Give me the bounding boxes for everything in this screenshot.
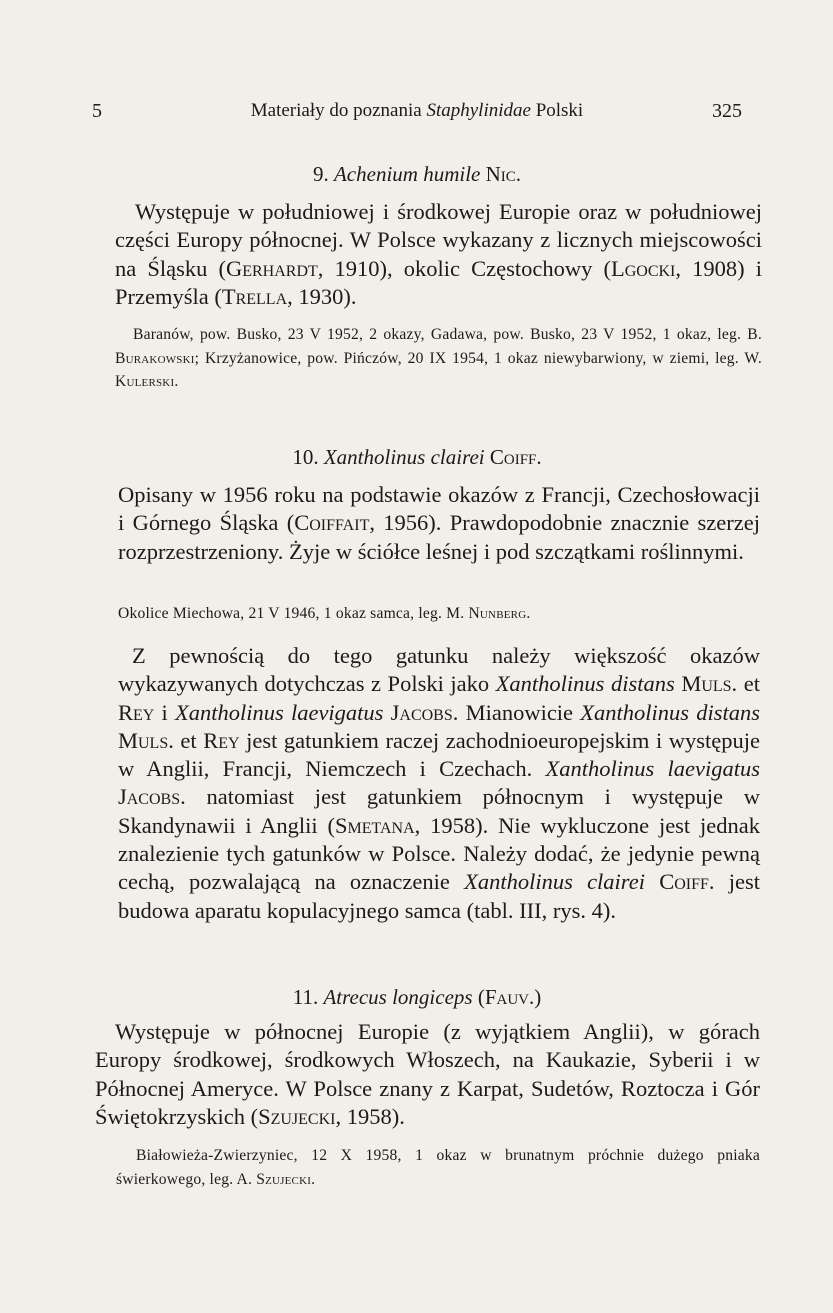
text-run: et bbox=[173, 727, 204, 753]
running-title: Materiały do poznania Staphylinidae Polski bbox=[250, 100, 584, 121]
author-name: Szujecki bbox=[258, 1103, 336, 1129]
species-heading-9: 9. Achenium humile Nic. bbox=[312, 162, 522, 186]
species-11-text bbox=[95, 1018, 760, 1131]
species-heading-10: 10. Xantholinus clairei Coiff. bbox=[292, 445, 542, 469]
text-run: i bbox=[154, 699, 175, 725]
text-run: , 1908) i Przemyśla ( bbox=[115, 255, 762, 309]
text-run: Okolice Miechowa, 21 V 1946, 1 okaz samca, leg. M. bbox=[118, 605, 469, 622]
author-name: Gerhardt bbox=[225, 255, 318, 281]
text-run: Opisany w 1956 roku na podstawie okazów z Francji, Czechosłowacji i Górnego Śląska ( bbox=[118, 482, 760, 536]
text-run bbox=[645, 869, 659, 894]
species-10-records bbox=[118, 602, 760, 626]
author-name: Coiff. bbox=[659, 869, 715, 895]
author-name: Rey bbox=[203, 727, 240, 753]
author-name: Nunberg bbox=[468, 605, 527, 622]
text-run: , 1958). bbox=[335, 1103, 405, 1129]
text-run: et bbox=[737, 671, 760, 697]
author-name: Rey bbox=[118, 699, 155, 725]
text-run bbox=[383, 700, 390, 725]
text-run: natomiast jest gatunkiem północnym i występuje w Skandynawii i Anglii ( bbox=[118, 784, 760, 838]
author-name: Kulerski bbox=[115, 373, 175, 390]
text-run: ; Krzyżanowice, pow. Pińczów, 20 IX 1954, 1 okaz niewybarwiony, w ziemi, leg. W. bbox=[194, 349, 762, 367]
author-name: Lgocki bbox=[610, 255, 676, 281]
author-name: Jacobs. bbox=[118, 784, 186, 810]
running-header bbox=[92, 100, 742, 130]
text-run: , 1930). bbox=[287, 283, 357, 309]
italic-taxon: Xantholinus distans bbox=[495, 671, 675, 697]
text-run: Występuje w północnej Europie (z wyjątkiem Anglii), w górach Europy środkowej, środkowych Włoszech, na Kaukazie, Syberii i w Północnej Ameryce. W Polsce znany z Karpat, Sudetów, Roztocza i Gór Świętokrzyskich ( bbox=[95, 1019, 760, 1129]
author-name: Trella bbox=[221, 283, 288, 309]
text-run: . bbox=[311, 1170, 316, 1188]
text-run: , 1958). Nie wykluczone jest jednak znalezienie tych gatunków w Polsce. Należy dodać, że jedynie pewną cechą, pozwalającą na oznaczenie bbox=[118, 812, 760, 895]
author-name: Coiffait bbox=[294, 510, 370, 536]
author-name: Smetana bbox=[335, 812, 415, 838]
text-run: Białowieża-Zwierzyniec, 12 X 1958, 1 okaz w brunatnym próchnie dużego pniaka świerkowego, leg. A. bbox=[116, 1147, 760, 1188]
text-run: , 1910), okolic Częstochowy ( bbox=[317, 255, 611, 281]
author-name: Muls. bbox=[118, 727, 174, 753]
page-number: 325 bbox=[712, 100, 742, 122]
italic-taxon: Xantholinus laevigatus bbox=[175, 699, 384, 725]
text-run: Mianowicie bbox=[458, 699, 581, 725]
text-run: . bbox=[174, 373, 179, 390]
text-run: jest budowa aparatu kopulacyjnego samca (tabl. III, rys. 4). bbox=[118, 869, 760, 923]
species-9-text bbox=[115, 198, 762, 311]
text-run: Baranów, pow. Busko, 23 V 1952, 2 okazy, Gadawa, pow. Busko, 23 V 1952, 1 okaz, leg. B. bbox=[133, 326, 762, 343]
text-run: Występuje w południowej i środkowej Europie oraz w południowej części Europy północnej. W Polsce wykazany z licznych miejscowości na Śląsku ( bbox=[115, 199, 762, 281]
author-name: Burakowski bbox=[115, 349, 195, 367]
text-run: jest gatunkiem raczej zachodnioeuropejskim i występuje w Anglii, Francji, Niemczech i Czechach. bbox=[118, 727, 760, 782]
author-name: Jacobs. bbox=[390, 699, 459, 725]
italic-taxon: Xantholinus laevigatus bbox=[545, 756, 760, 782]
italic-taxon: Xantholinus distans bbox=[580, 699, 760, 725]
text-run: . bbox=[526, 605, 531, 622]
species-10-discussion bbox=[118, 642, 760, 925]
species-10-text bbox=[118, 481, 760, 566]
italic-taxon: Xantholinus clairei bbox=[464, 869, 645, 895]
species-heading-11: 11. Atrecus longiceps (Fauv.) bbox=[292, 985, 542, 1009]
author-name: Muls. bbox=[681, 671, 738, 697]
text-run: Z pewnością do tego gatunku należy większość okazów wykazywanych dotychczas z Polski jako bbox=[118, 643, 760, 697]
species-11-records bbox=[116, 1144, 760, 1191]
section-number: 5 bbox=[92, 100, 102, 122]
author-name: Szujecki bbox=[256, 1170, 312, 1188]
text-run: , 1956). Prawdopodobnie znacznie szerzej rozprzestrzeniony. Żyje w ściółce leśnej i pod szczątkami roślinnymi. bbox=[118, 510, 760, 564]
species-9-records bbox=[115, 323, 762, 394]
